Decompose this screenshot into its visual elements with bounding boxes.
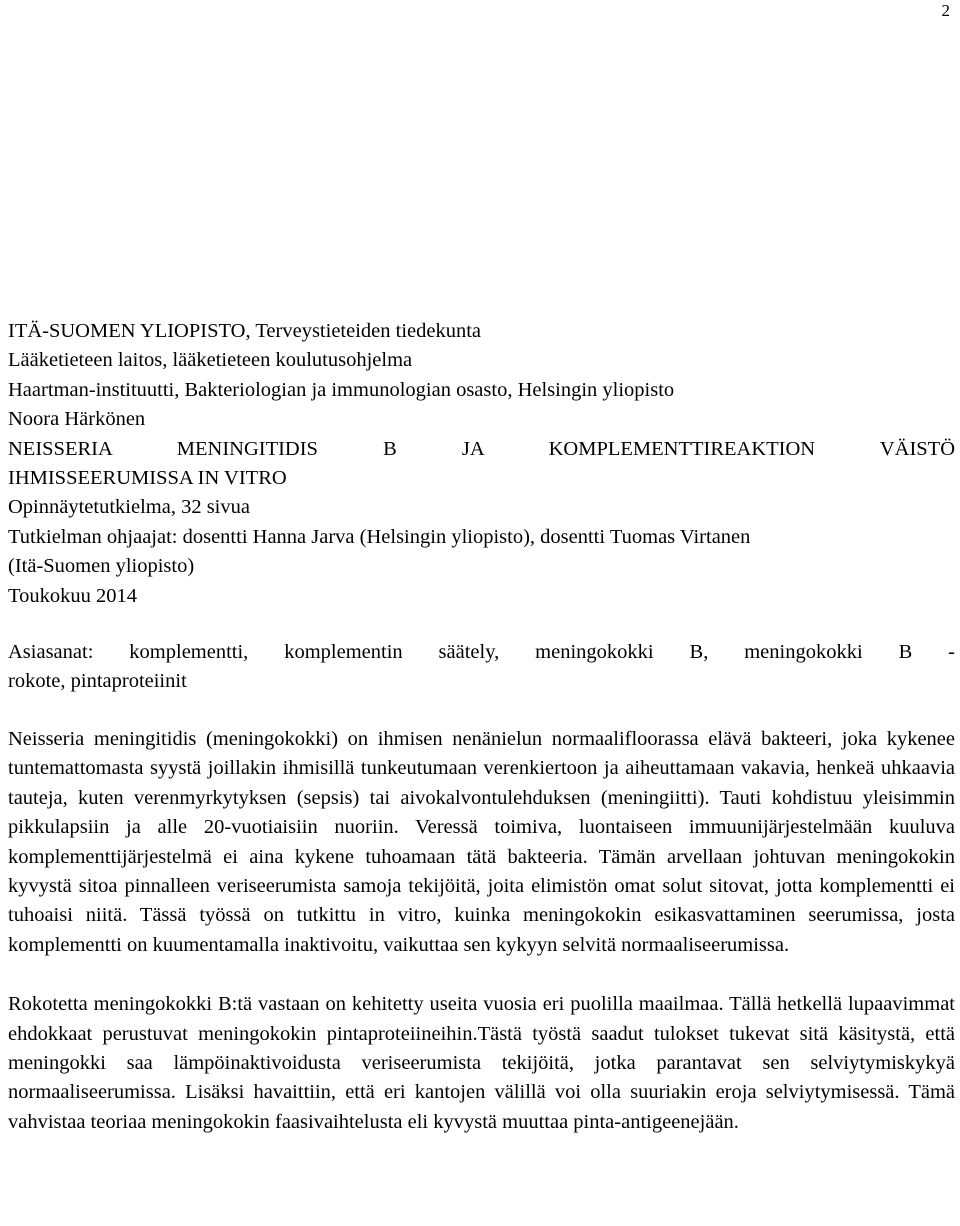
thesis-date: Toukokuu 2014 [8, 584, 137, 607]
abstract-paragraph-1: Neisseria meningitidis (meningokokki) on ihmisen nenänielun normaalifloorassa elävä bakteeri, joka kykenee tuntemattomasta syystä joillakin ihmisillä tunkeutumaan verenkiertoon ja aiheuttamaan vakavia, henkeä uhkaavia tauteja, kuten verenmyrkytyksen (sepsis) tai aivokalvontulehduksen (meningiitti). Tauti kohdistuu yleisimmin pikkulapsiin ja alle 20-vuotiaisiin nuoriin. Veressä toimiva, luontaiseen immuunijärjestelmään kuuluva komplementtijärjestelmä ei aina kykene tuhoamaan tätä bakteeria. Tämän arvellaan johtuvan meningokokin kyvystä sitoa pinnalleen veriseerumista samoja tekijöitä, joita elimistön omat solut sitovat, jotta komplementti ei tuhoaisi niitä. Tässä työssä on tutkittu in vitro, kuinka meningokokin esikasvattaminen seerumissa, josta komplementti on kuumentamalla inaktivoitu, vaikuttaa sen kykyyn selvitä normaaliseerumissa. [8, 728, 955, 956]
abstract-paragraph-2: Rokotetta meningokokki B:tä vastaan on kehitetty useita vuosia eri puolilla maailmaa. Tällä hetkellä lupaavimmat ehdokkaat perustuvat meningokokin pintaproteiineihin.Tästä työstä saadut tulokset tukevat sitä käsitystä, että meningokki saa lämpöinaktivoidusta veriseerumista tekijöitä, jotka parantavat sen selviytymiskykyä normaaliseerumissa. Lisäksi havaittiin, että eri kantojen välillä voi olla suuriakin eroja selviytymisessä. Tämä vahvistaa teoriaa meningokokin faasivaihtelusta eli kyvystä muuttaa pinta-antigeenejään. [8, 993, 955, 1133]
thesis-title-line-2: IHMISSEERUMISSA IN VITRO [8, 467, 287, 490]
author-name: Noora Härkönen [8, 408, 146, 431]
university-line: ITÄ-SUOMEN YLIOPISTO, Terveystieteiden tiedekunta [8, 320, 482, 342]
thesis-title-line-1: NEISSERIA MENINGITIDIS B JA KOMPLEMENTTIREAKTION VÄISTÖ [8, 437, 955, 460]
thesis-type: Opinnäytetutkielma, 32 sivua [8, 496, 250, 519]
keywords-line-2: rokote, pintaproteiinit [8, 670, 187, 693]
supervisors-line-2: (Itä-Suomen yliopisto) [8, 555, 195, 578]
keywords [8, 638, 955, 697]
institute-line: Haartman-instituutti, Bakteriologian ja immunologian osasto, Helsingin yliopisto [8, 378, 675, 401]
keywords-line-1: Asiasanat: komplementti, komplementin säätely, meningokokki B, meningokokki B - [8, 641, 955, 663]
page-number: 2 [941, 1, 950, 20]
supervisors-line-1: Tutkielman ohjaajat: dosentti Hanna Jarva (Helsingin yliopisto), dosentti Tuomas Virtanen [8, 525, 751, 548]
department-line: Lääketieteen laitos, lääketieteen koulutusohjelma [8, 349, 413, 372]
abstract [8, 725, 955, 1137]
document-header [8, 317, 955, 611]
